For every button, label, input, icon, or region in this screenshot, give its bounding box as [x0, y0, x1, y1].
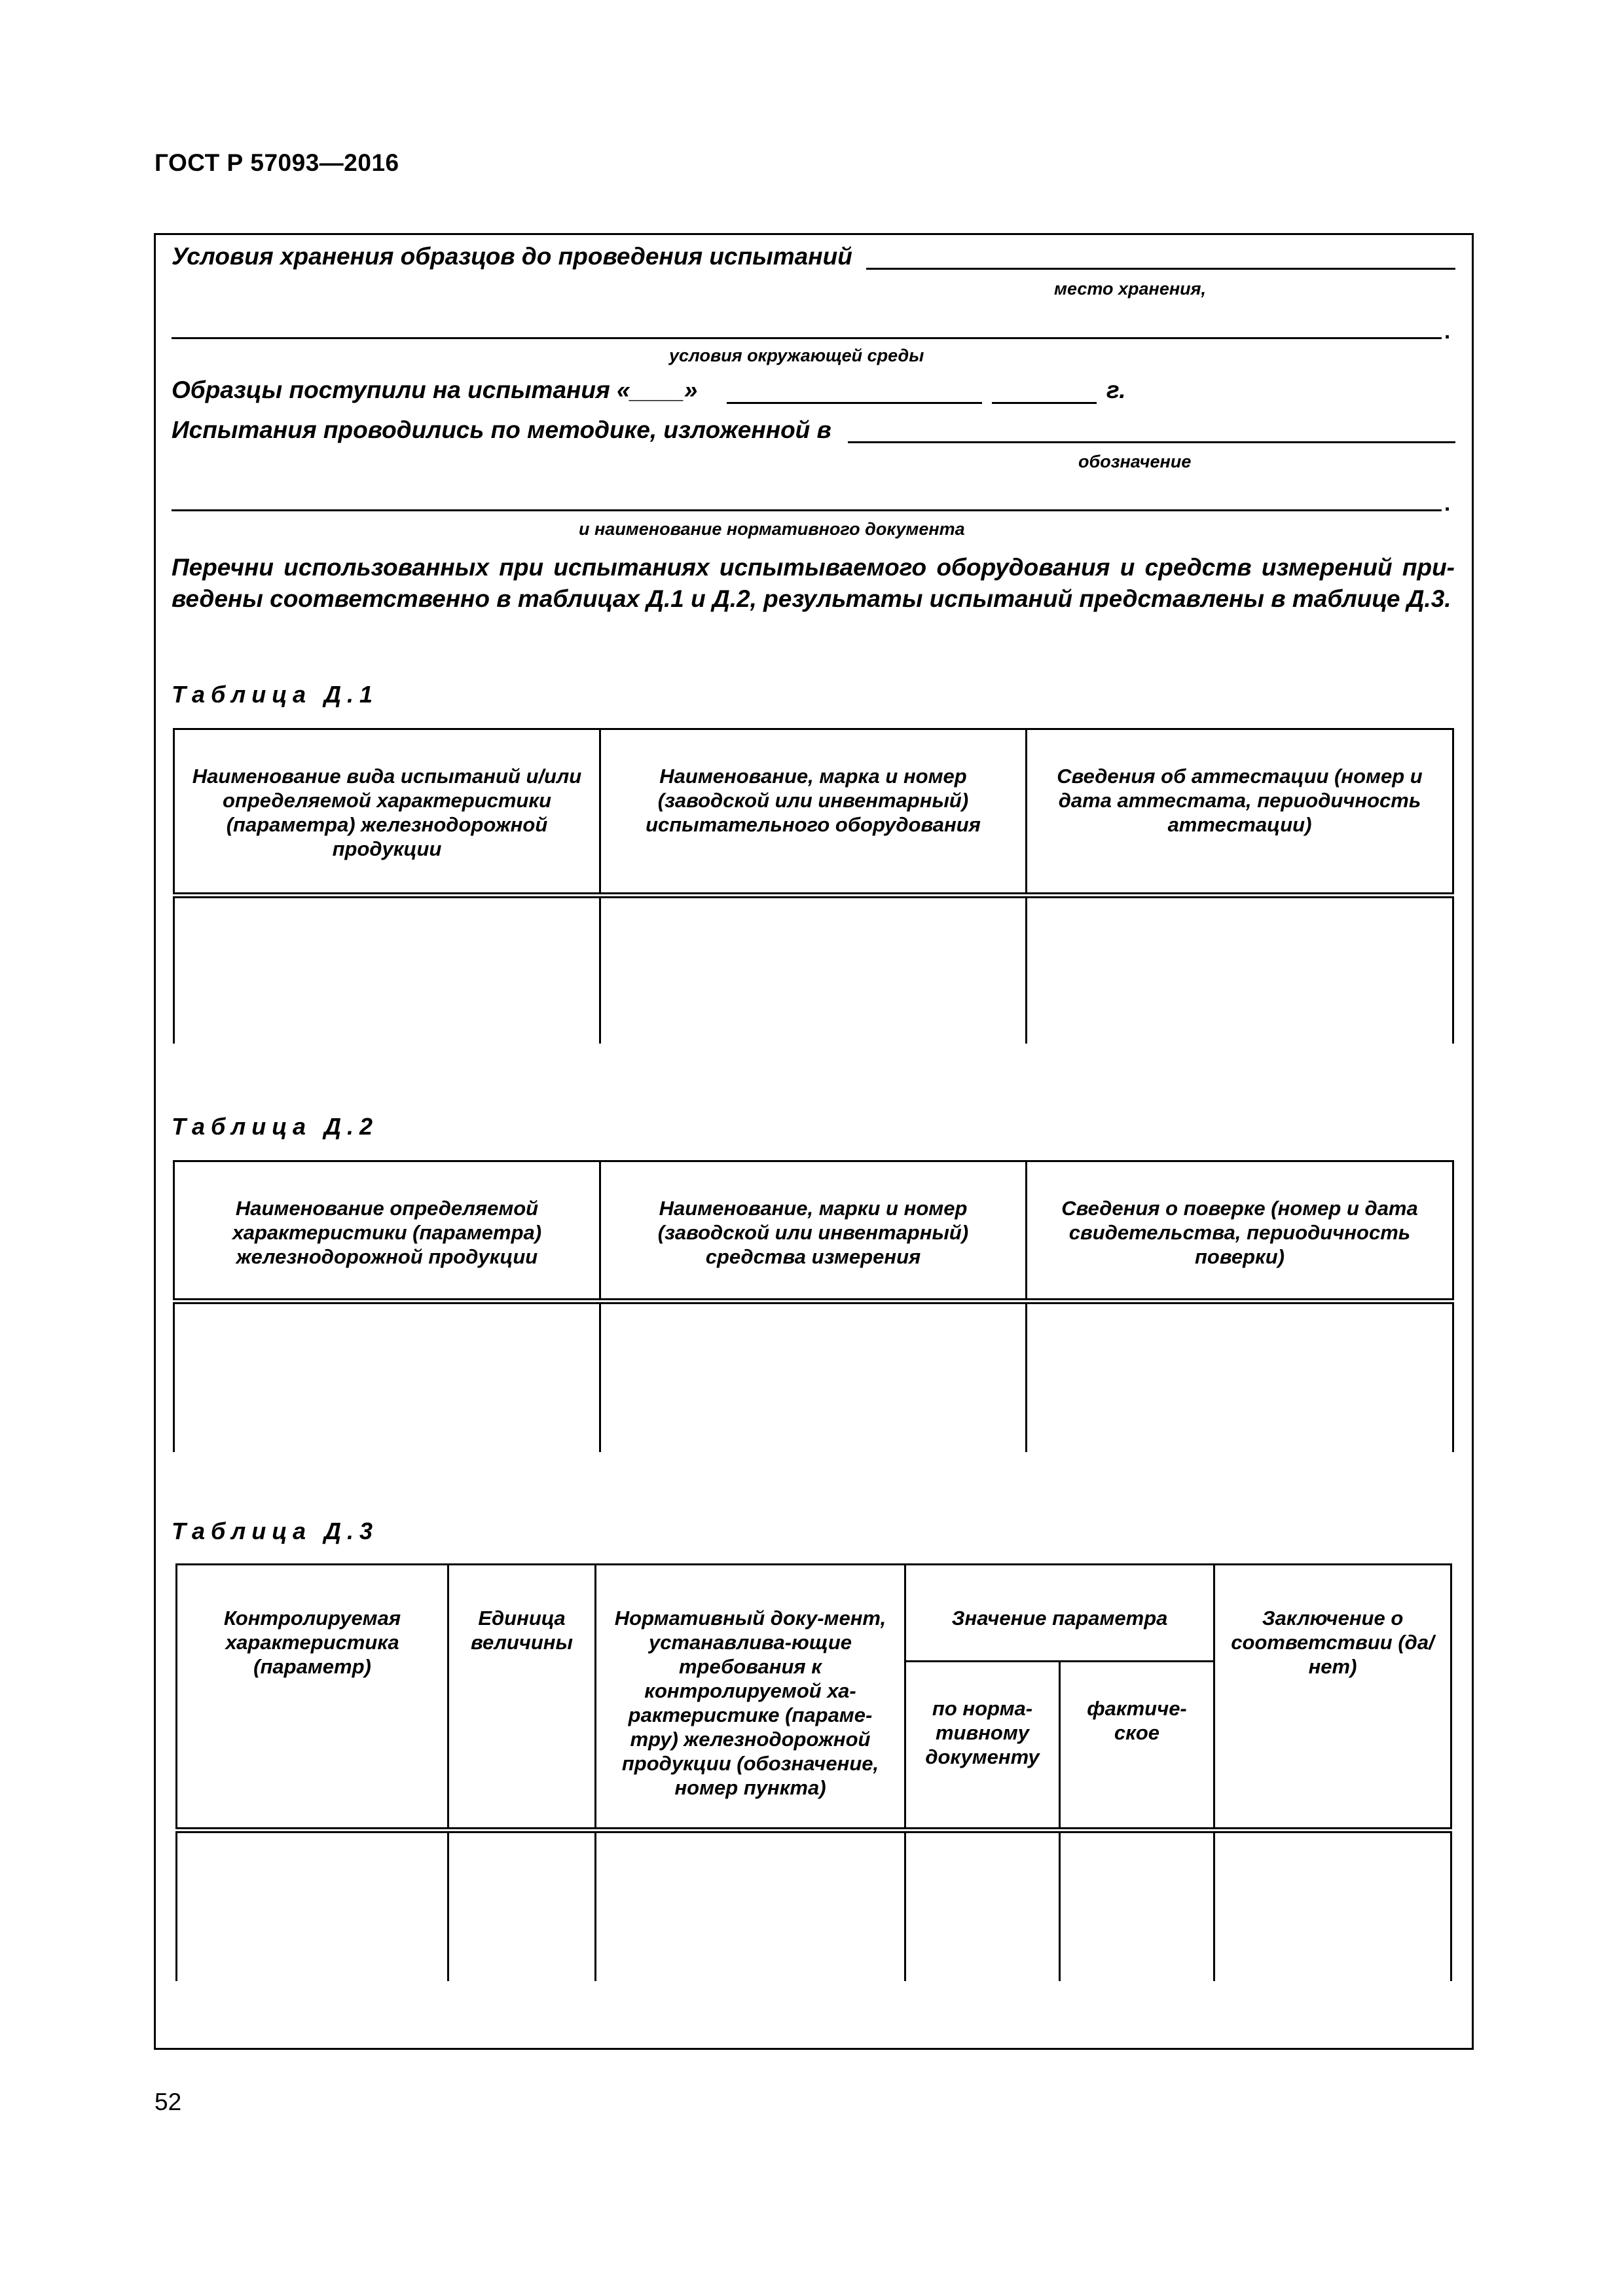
table-d2-cell[interactable] — [174, 1302, 600, 1452]
table-d2-cell[interactable] — [1027, 1302, 1453, 1452]
table-d3-cell[interactable] — [448, 1831, 596, 1981]
table-d3-cell[interactable] — [1060, 1831, 1214, 1981]
table-d3 — [175, 1563, 1452, 1981]
table-d2-header-verification: Сведения о поверке (номер и дата свидетельства, периодичность поверки) — [1027, 1161, 1453, 1302]
normdoc-name-field[interactable] — [172, 509, 1442, 511]
table-d3-header-param-value: Значение параметра — [905, 1565, 1214, 1662]
table-d3-cell[interactable] — [596, 1831, 905, 1981]
table-d1-caption: Таблица Д.1 — [172, 681, 379, 708]
received-label: Образцы поступили на испытания «____» — [172, 376, 698, 403]
received-year-field[interactable] — [992, 402, 1097, 404]
designation-caption: обозначение — [1078, 452, 1192, 471]
ambient-conditions-field[interactable] — [172, 337, 1442, 339]
normdoc-caption: и наименование нормативного документа — [579, 519, 965, 539]
table-d2-caption: Таблица Д.2 — [172, 1113, 379, 1140]
table-d2 — [173, 1160, 1454, 1452]
table-d3-header-characteristic: Контролируемая характеристика (параметр) — [177, 1565, 448, 1831]
tables-description-paragraph — [172, 552, 1474, 615]
ambient-caption: условия окружающей среды — [669, 346, 924, 365]
table-d1-cell[interactable] — [600, 896, 1027, 1044]
table-d2-header-characteristic: Наименование определяемой характеристики (параметра) железнодорожной продукции — [174, 1161, 600, 1302]
period-2: . — [1444, 491, 1451, 515]
table-d1 — [173, 728, 1454, 1044]
table-d3-header-unit: Единица величины — [448, 1565, 596, 1831]
table-d3-header-normative-doc: Нормативный доку-мент, устанавлива-ющие требования к контролируемой ха-рактеристике (параме-тру) железнодорожной продукции (обозначение, номер пункта) — [596, 1565, 905, 1831]
page-number: 52 — [155, 2088, 182, 2115]
table-d3-header-by-normative: по норма-тивному документу — [905, 1662, 1060, 1831]
table-d2-cell[interactable] — [600, 1302, 1027, 1452]
table-d1-header-test-type: Наименование вида испытаний и/или определяемой характеристики (параметра) железнодорожной продукции — [174, 729, 600, 896]
table-d1-header-attestation: Сведения об аттестации (номер и дата аттестата, периодичность аттестации) — [1027, 729, 1453, 896]
storage-place-field[interactable] — [866, 268, 1455, 270]
table-d3-cell[interactable] — [177, 1831, 448, 1981]
method-designation-field[interactable] — [848, 441, 1455, 443]
period-1: . — [1444, 319, 1451, 343]
table-d1-header-equipment: Наименование, марка и номер (заводской или инвентарный) испытательного оборудования — [600, 729, 1027, 896]
table-d3-header-conclusion: Заключение о соответствии (да/нет) — [1214, 1565, 1451, 1831]
storage-label: Условия хранения образцов до проведения испытаний — [172, 243, 852, 270]
paragraph-line-2: ведены соответственно в таблицах Д.1 и Д.2, результаты испытаний представлены в таблице Д.3. — [172, 585, 1451, 612]
table-d3-cell[interactable] — [905, 1831, 1060, 1981]
received-year-suffix: г. — [1106, 376, 1126, 403]
table-d1-cell[interactable] — [1027, 896, 1453, 1044]
table-d1-cell[interactable] — [174, 896, 600, 1044]
method-label: Испытания проводились по методике, изложенной в — [172, 416, 831, 443]
table-d3-header-actual: фактиче-ское — [1060, 1662, 1214, 1831]
table-d3-caption: Таблица Д.3 — [172, 1518, 379, 1544]
table-d2-header-instrument: Наименование, марки и номер (заводской или инвентарный) средства измерения — [600, 1161, 1027, 1302]
document-header: ГОСТ Р 57093—2016 — [155, 149, 399, 176]
received-month-field[interactable] — [727, 402, 982, 404]
storage-place-caption: место хранения, — [1054, 279, 1207, 299]
paragraph-line-1: Перечни использованных при испытаниях испытываемого оборудования и средств измерений при- — [172, 554, 1455, 581]
table-d3-cell[interactable] — [1214, 1831, 1451, 1981]
